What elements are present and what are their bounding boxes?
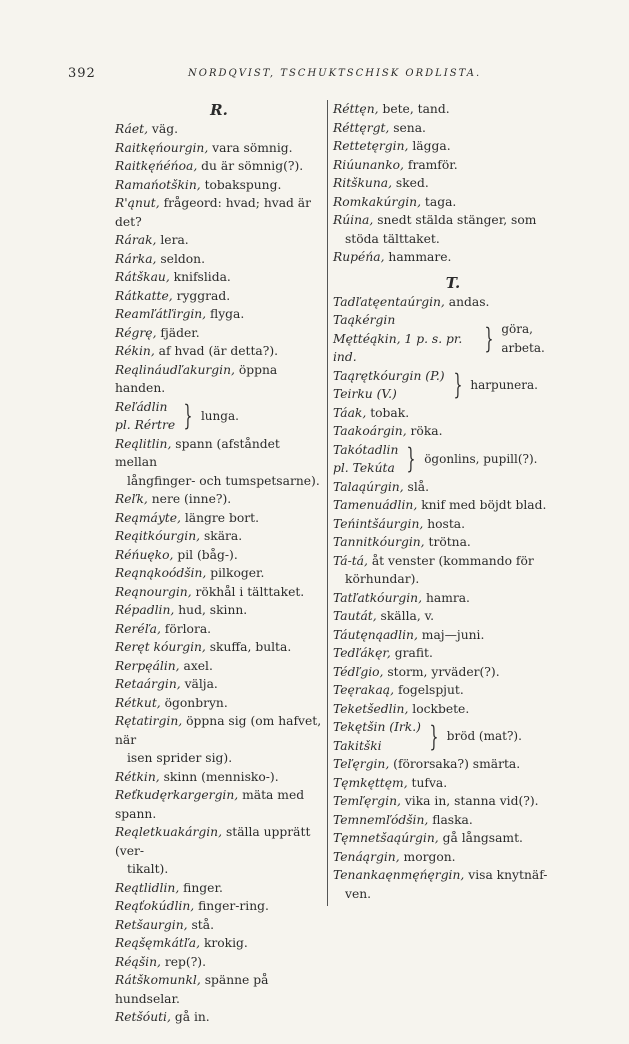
headword: Rerpęálin,	[115, 658, 180, 673]
gloss: taga.	[424, 194, 457, 209]
gloss: storm, yrväder(?).	[387, 664, 500, 679]
gloss: rökhål i tälttaket.	[195, 584, 305, 599]
dictionary-entry	[333, 248, 573, 267]
headword: Réąšin,	[115, 954, 161, 969]
gloss: finger-ring.	[198, 899, 269, 913]
gloss: krokig.	[203, 936, 248, 950]
dictionary-entry	[115, 490, 323, 509]
gloss: frågeord: hvad; hvad är det?	[115, 196, 312, 229]
gloss: fjäder.	[160, 325, 200, 340]
gloss: slå.	[407, 479, 430, 494]
gloss: hud, skinn.	[178, 603, 248, 617]
dictionary-entry	[115, 305, 323, 324]
brace-entry	[333, 311, 573, 367]
gloss: af hvad (är detta?).	[158, 344, 279, 358]
gloss: rep(?).	[164, 954, 206, 969]
headword: Ramańotškin,	[115, 177, 201, 192]
gloss: grafit.	[394, 646, 433, 660]
brace-bracket: }	[406, 442, 416, 475]
right-column	[333, 100, 573, 903]
dictionary-entry	[333, 589, 573, 608]
gloss: maj—juni.	[421, 627, 485, 642]
headword: Talaąúrgin,	[333, 479, 404, 494]
gloss: längre bort.	[184, 510, 259, 525]
headword: Takótadlin	[333, 442, 399, 457]
dictionary-entry	[115, 120, 323, 139]
gloss: hammare.	[388, 250, 452, 264]
dictionary-entry	[333, 626, 573, 645]
gloss-continuation: ven.	[345, 886, 372, 901]
gloss: trötna.	[428, 535, 471, 549]
headword: Rátkatte,	[115, 288, 173, 303]
headword: Rupéńa,	[333, 250, 385, 264]
headword: Tá-tá,	[333, 553, 368, 568]
headword: Teketšedlin,	[333, 701, 409, 716]
gloss: mäta med spann.	[115, 788, 305, 821]
gloss: hamra.	[425, 590, 470, 605]
gloss: röka.	[410, 424, 443, 438]
dictionary-entry	[115, 231, 323, 250]
dictionary-entry	[333, 193, 573, 212]
section-letter-r: R.	[210, 101, 228, 119]
gloss: skuffa, bulta.	[209, 640, 292, 654]
headword: Tédľgio,	[333, 664, 384, 679]
headword: Reťkudęrkargergin,	[115, 788, 239, 802]
dictionary-entry	[115, 176, 323, 195]
dictionary-entry	[115, 897, 323, 916]
brace-bracket: }	[453, 368, 462, 401]
dictionary-entry	[333, 478, 573, 497]
dictionary-entry	[333, 515, 573, 534]
headword: Rátškomunkl,	[115, 973, 201, 987]
gloss: spänne på hundselar.	[115, 973, 269, 1006]
dictionary-entry	[333, 137, 573, 156]
dictionary-entry	[115, 583, 323, 602]
dictionary-entry	[115, 601, 323, 620]
headword: Tenankaęnmęńęrgin,	[333, 868, 465, 882]
dictionary-entry	[115, 194, 323, 231]
headword: Réńuęko,	[115, 547, 174, 562]
gloss: vara sömnig.	[212, 140, 293, 155]
headword: Teirku (V.)	[333, 387, 397, 401]
dictionary-entry	[115, 823, 323, 879]
gloss: lunga.	[200, 408, 239, 423]
headword: Tęmkęttęm,	[333, 775, 408, 790]
dictionary-entry	[333, 700, 573, 719]
dictionary-entry	[115, 139, 323, 158]
headword: Reręt kóurgin,	[115, 640, 206, 654]
gloss-continuation: långfinger- och tumspetsarne).	[127, 473, 320, 488]
headword: Tenáąrgin,	[333, 849, 400, 864]
gloss-continuation: tikalt).	[127, 862, 169, 876]
dictionary-entry	[333, 774, 573, 793]
dictionary-entry	[115, 287, 323, 306]
dictionary-entry	[115, 1008, 323, 1027]
headword: Ritškuna,	[333, 176, 392, 190]
gloss: göra, arbeta.	[501, 322, 545, 355]
headword: Tatľatkóurgin,	[333, 590, 423, 605]
dictionary-entry	[333, 100, 573, 119]
headword: Reątlidlin,	[115, 880, 180, 895]
dictionary-entry	[115, 268, 323, 287]
gloss: andas.	[448, 294, 490, 309]
gloss: knifslida.	[173, 270, 231, 284]
gloss: bröd (mat?).	[446, 729, 522, 744]
dictionary-entry	[333, 552, 573, 589]
gloss: förlora.	[164, 621, 212, 636]
dictionary-entry	[333, 607, 573, 626]
gloss: flyga.	[210, 307, 245, 321]
dictionary-entry	[115, 971, 323, 1008]
headword: Teľęrgin,	[333, 757, 390, 771]
headword: Tautát,	[333, 609, 377, 623]
dictionary-entry	[333, 663, 573, 682]
brace-bracket: }	[483, 321, 493, 355]
dictionary-entry	[115, 342, 323, 361]
headword: Táutęnąadlin,	[333, 627, 418, 642]
gloss-continuation: isen sprider sig).	[127, 751, 233, 765]
gloss: (förorsaka?) smärta.	[393, 757, 521, 771]
headword: Tęmnetšaąúrgin,	[333, 831, 439, 845]
headword: pl. Rértre	[115, 418, 176, 432]
dictionary-entry	[333, 404, 573, 423]
headword: Reľk,	[115, 492, 148, 506]
dictionary-entry	[115, 157, 323, 176]
dictionary-entry	[333, 681, 573, 700]
brace-entry	[333, 367, 573, 404]
gloss: välja.	[184, 677, 218, 691]
headword: Réttęn,	[333, 102, 379, 116]
dictionary-entry	[115, 638, 323, 657]
headword: Reąletkuakárgin,	[115, 825, 223, 839]
dictionary-entry	[115, 564, 323, 583]
gloss: lera.	[160, 233, 189, 247]
headword: Reąnąkoódšin,	[115, 566, 207, 580]
page-number: 392	[68, 66, 96, 81]
headword: Reľádlin	[115, 399, 168, 414]
headword: Réttęrgt,	[333, 120, 390, 135]
headword: Rúina,	[333, 213, 374, 227]
gloss: snedt stälda stänger, som	[377, 213, 537, 227]
headword: Retaárgin,	[115, 677, 181, 691]
gloss: tufva.	[411, 775, 448, 790]
gloss: pil (båg-).	[177, 547, 238, 562]
gloss: lägga.	[412, 139, 451, 153]
gloss: fogelspjut.	[397, 683, 464, 697]
gloss: sked.	[395, 176, 429, 190]
headword: Raitkęńourgin,	[115, 140, 209, 155]
gloss: gå långsamt.	[442, 831, 523, 845]
headword: Ráet,	[115, 122, 148, 136]
headword: Tedľákęr,	[333, 646, 391, 660]
brace-bracket: }	[183, 399, 193, 432]
dictionary-entry	[115, 324, 323, 343]
headword: Reąmáyte,	[115, 510, 181, 525]
headword: Reréľa,	[115, 621, 161, 636]
dictionary-entry	[333, 293, 573, 312]
headword: Rárka,	[115, 251, 157, 266]
headword: R'ąnut,	[115, 196, 160, 210]
dictionary-entry	[115, 879, 323, 898]
gloss: ställa upprätt (ver-	[115, 825, 311, 858]
dictionary-entry	[333, 792, 573, 811]
dictionary-entry	[115, 916, 323, 935]
headword: Rárak,	[115, 233, 157, 247]
gloss: morgon.	[403, 849, 456, 864]
gloss: åt venster (kommando för	[371, 553, 534, 568]
brace-entry	[333, 718, 573, 755]
headword: Tamenuádlin,	[333, 498, 418, 512]
headword: Teńintšáurgin,	[333, 516, 424, 531]
headword: Taąkérgin	[333, 313, 396, 327]
headword: Tekętšin (Irk.)	[333, 720, 421, 734]
dictionary-entry	[115, 509, 323, 528]
gloss: visa knytnäf-	[468, 868, 548, 882]
gloss: tobak.	[370, 405, 410, 420]
headword: Rettetęrgin,	[333, 139, 409, 153]
headword: Retšaurgin,	[115, 917, 188, 932]
dictionary-entry	[115, 657, 323, 676]
headword: Teęrakaą,	[333, 683, 395, 697]
gloss: lockbete.	[412, 701, 470, 716]
headword: Régrę,	[115, 325, 157, 340]
left-column	[115, 100, 323, 1027]
gloss: pilkoger.	[210, 566, 265, 580]
gloss: finger.	[183, 880, 223, 895]
headword: Temnemľódšin,	[333, 812, 429, 827]
headword: Raitkęńéńoa,	[115, 159, 198, 173]
headword: Temľęrgin,	[333, 794, 401, 808]
dictionary-entry	[115, 786, 323, 823]
gloss: tobakspung.	[204, 177, 282, 192]
dictionary-entry	[333, 755, 573, 774]
dictionary-entry	[333, 848, 573, 867]
gloss: skära.	[203, 529, 243, 543]
headword: Tannitkóurgin,	[333, 535, 425, 549]
brace-bracket: }	[429, 719, 439, 753]
headword: Rétkin,	[115, 769, 160, 784]
gloss: ögonlins, pupill(?).	[424, 451, 538, 466]
gloss: hosta.	[427, 516, 466, 531]
gloss: nere (inne?).	[151, 492, 232, 506]
section-letter-t: T.	[445, 273, 461, 292]
dictionary-entry	[115, 712, 323, 768]
dictionary-entry	[115, 435, 323, 491]
column-divider	[327, 100, 328, 906]
headword: Répadlin,	[115, 603, 175, 617]
dictionary-entry	[115, 620, 323, 639]
headword: Takitški	[333, 738, 382, 753]
headword: Reąlitlin,	[115, 436, 172, 451]
gloss-continuation: stöda tälttaket.	[345, 231, 440, 246]
gloss: stå.	[191, 917, 214, 932]
gloss: framför.	[407, 157, 458, 172]
headword: Romkakúrgin,	[333, 194, 421, 209]
headword: Reąšęmkátľa,	[115, 936, 201, 950]
dictionary-entry	[333, 119, 573, 138]
dictionary-entry	[333, 174, 573, 193]
dictionary-entry	[333, 829, 573, 848]
brace-entry	[333, 441, 573, 478]
gloss: spann (afståndet mellan	[115, 436, 280, 469]
gloss-continuation: körhundar).	[345, 572, 420, 586]
headword: Rétkut,	[115, 695, 161, 710]
page-header	[68, 66, 568, 86]
gloss: skinn (mennisko-).	[163, 769, 279, 784]
dictionary-entry	[115, 953, 323, 972]
brace-entry	[115, 398, 323, 435]
dictionary-entry	[333, 211, 573, 248]
headword: Rékin,	[115, 344, 155, 358]
headword: Męttéąkin, 1 p. s. pr. ind.	[333, 331, 463, 364]
gloss: bete, tand.	[382, 102, 450, 116]
dictionary-entry	[115, 546, 323, 565]
dictionary-entry	[333, 644, 573, 663]
dictionary-entry	[115, 361, 323, 398]
running-title: NORDQVIST, TSCHUKTSCHISK ORDLISTA.	[188, 68, 482, 79]
headword: Reąitkóurgin,	[115, 529, 201, 543]
headword: Taąrętkóurgin (P.)	[333, 368, 445, 383]
headword: Reąlináudľakurgin,	[115, 362, 235, 377]
headword: Rátškau,	[115, 270, 170, 284]
dictionary-entry	[333, 811, 573, 830]
dictionary-entry	[115, 934, 323, 953]
headword: Rętatirgin,	[115, 714, 183, 728]
dictionary-entry	[115, 675, 323, 694]
dictionary-entry	[333, 156, 573, 175]
gloss: öppna sig (om hafvet, när	[115, 714, 322, 747]
gloss: ryggrad.	[176, 288, 231, 303]
headword: Reąťokúdlin,	[115, 899, 195, 913]
headword: Tadľatęentaúrgin,	[333, 294, 445, 309]
gloss: skälla, v.	[380, 609, 435, 623]
dictionary-entry	[333, 533, 573, 552]
gloss: harpunera.	[470, 377, 538, 392]
dictionary-entry	[115, 694, 323, 713]
dictionary-entry	[333, 866, 573, 903]
dictionary-entry	[115, 250, 323, 269]
headword: Táak,	[333, 405, 367, 420]
gloss: flaska.	[432, 812, 473, 827]
gloss: ögonbryn.	[164, 695, 228, 710]
headword: Reąnourgin,	[115, 584, 192, 599]
gloss: seldon.	[160, 251, 205, 266]
dictionary-entry	[333, 496, 573, 515]
headword: Reamľátľirgin,	[115, 307, 207, 321]
dictionary-entry	[115, 768, 323, 787]
headword: pl. Tekúta	[333, 461, 395, 475]
gloss: du är sömnig(?).	[201, 159, 304, 173]
headword: Riúunanko,	[333, 157, 404, 172]
gloss: väg.	[151, 122, 178, 136]
headword: Taakoárgin,	[333, 424, 407, 438]
gloss: axel.	[183, 658, 213, 673]
dictionary-entry	[115, 527, 323, 546]
headword: Retšóuti,	[115, 1010, 171, 1024]
dictionary-entry	[333, 422, 573, 441]
gloss: gå in.	[174, 1010, 210, 1024]
gloss: knif med böjdt blad.	[421, 498, 547, 512]
gloss: vika in, stanna vid(?).	[404, 794, 539, 808]
gloss: sena.	[393, 120, 426, 135]
gloss: öppna handen.	[115, 362, 278, 395]
